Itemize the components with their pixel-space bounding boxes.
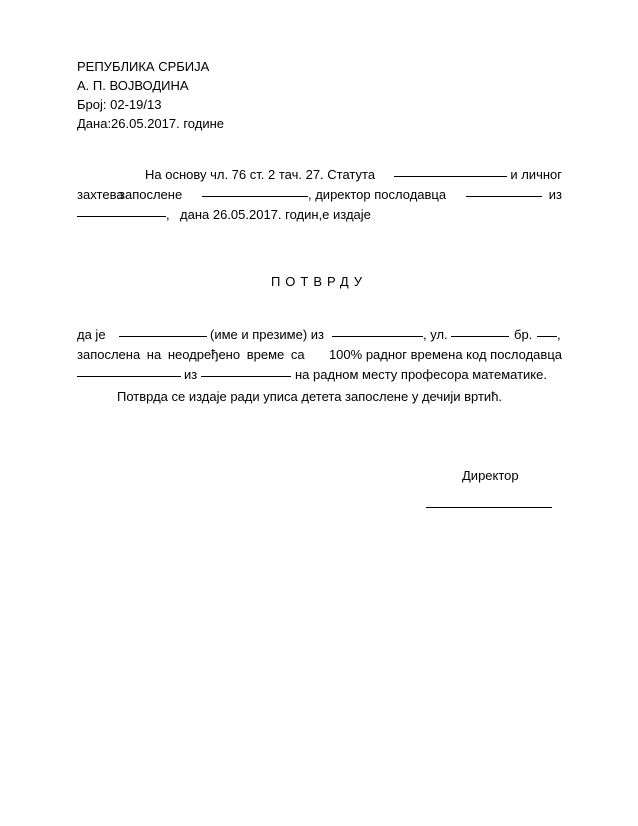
document-title: ПОТВРДУ bbox=[270, 274, 368, 289]
intro-line-3 bbox=[77, 205, 562, 225]
body-line-3 bbox=[77, 365, 562, 385]
header-number: Број: 02-19/13 bbox=[77, 97, 162, 112]
body-line-2 bbox=[77, 345, 562, 365]
header-date: Дана:26.05.2017. године bbox=[77, 116, 224, 131]
document-header bbox=[77, 57, 224, 133]
body-text-employed: запослена на неодређено време са bbox=[77, 347, 305, 362]
intro-text-request: захтева bbox=[77, 187, 124, 202]
signature-line bbox=[426, 507, 552, 508]
blank-employer-name bbox=[77, 365, 181, 377]
body-text-name-label: (име и презиме) из bbox=[210, 327, 325, 342]
intro-paragraph bbox=[77, 165, 562, 225]
blank-street bbox=[451, 325, 509, 337]
blank-employee bbox=[202, 185, 308, 197]
blank-employer bbox=[466, 185, 542, 197]
blank-employer-city bbox=[201, 365, 291, 377]
purpose-statement: Потврда се издаје ради уписа детета запослене у дечији вртић. bbox=[117, 389, 503, 404]
intro-text-from: из bbox=[548, 187, 562, 202]
intro-line-2 bbox=[77, 185, 562, 205]
body-paragraph bbox=[77, 325, 562, 385]
intro-text-comma: , bbox=[166, 207, 170, 222]
header-republic: РЕПУБЛИКА СРБИЈА bbox=[77, 59, 210, 74]
body-text-comma: , bbox=[557, 327, 561, 342]
blank-house-number bbox=[537, 325, 557, 337]
blank-city bbox=[332, 325, 423, 337]
blank-place bbox=[77, 205, 166, 217]
body-text-that: да је bbox=[77, 327, 106, 342]
intro-text-statute: На основу чл. 76 ст. 2 тач. 27. Статута bbox=[145, 167, 376, 182]
director-title: Директор bbox=[462, 468, 519, 483]
body-line-1 bbox=[77, 325, 562, 345]
intro-text-personal: и личног bbox=[510, 167, 562, 182]
blank-name bbox=[119, 325, 207, 337]
intro-text-director: , директор послодавца bbox=[308, 187, 447, 202]
intro-text-employee: запослене bbox=[119, 187, 183, 202]
body-text-from: из bbox=[184, 367, 198, 382]
intro-line-1 bbox=[77, 165, 562, 185]
body-text-worktime: 100% радног времена код послодавца bbox=[328, 347, 562, 362]
intro-text-date-issue: дана 26.05.2017. годин,е издаје bbox=[180, 207, 371, 222]
header-province: А. П. ВОЈВОДИНА bbox=[77, 78, 189, 93]
blank-statute bbox=[394, 165, 507, 177]
body-text-number: бр. bbox=[514, 327, 533, 342]
body-text-street: , ул. bbox=[423, 327, 448, 342]
body-text-position: на радном месту професора математике. bbox=[295, 367, 547, 382]
